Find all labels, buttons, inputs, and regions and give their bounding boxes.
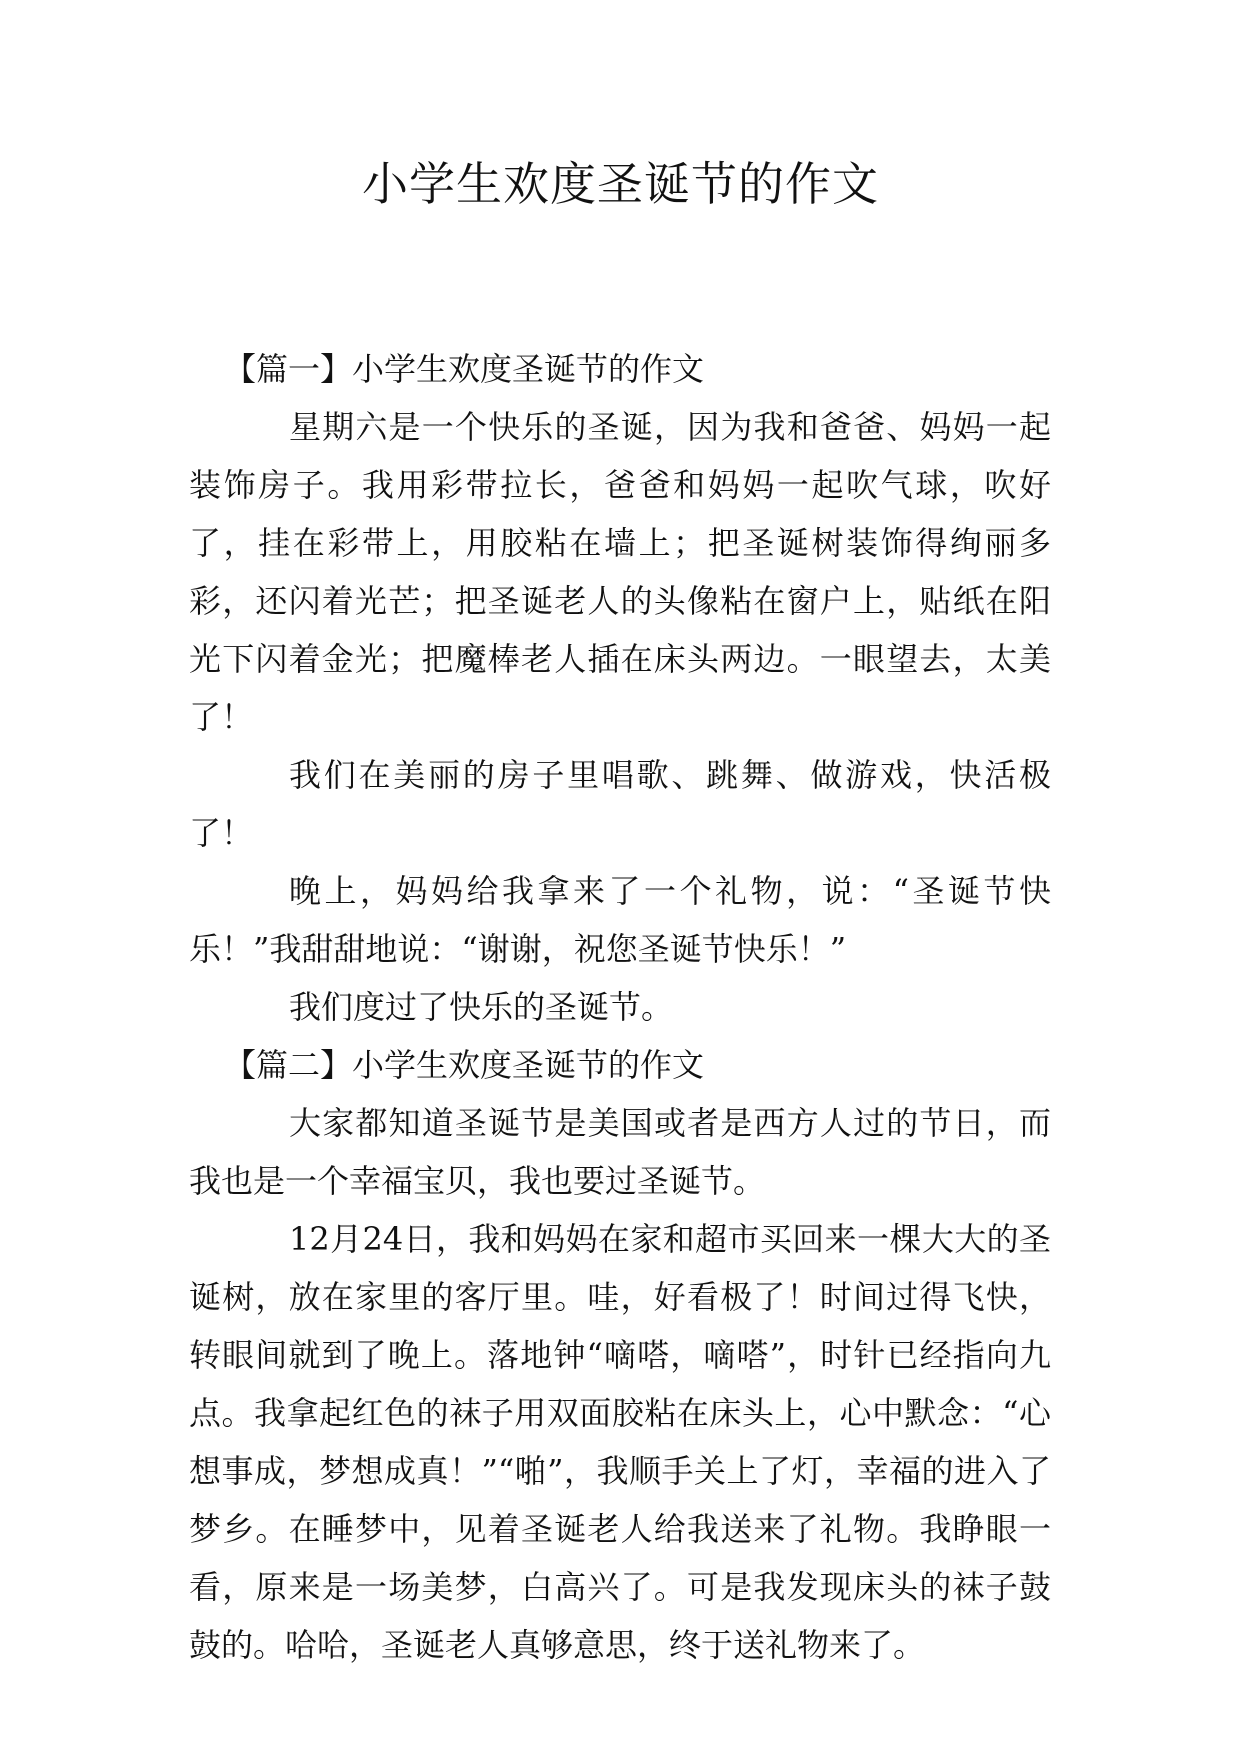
document-body (189, 340, 1051, 1674)
section-heading-1: 【篇一】小学生欢度圣诞节的作文 (224, 350, 705, 388)
paragraph: 大家都知道圣诞节是美国或者是西方人过的节日，而我也是一个幸福宝贝，我也要过圣诞节。 (189, 1104, 1051, 1200)
section-heading-2: 【篇二】小学生欢度圣诞节的作文 (224, 1046, 705, 1084)
paragraph: 我们度过了快乐的圣诞节。 (289, 988, 674, 1026)
document-title: 小学生欢度圣诞节的作文 (362, 157, 879, 211)
paragraph: 12月24日，我和妈妈在家和超市买回来一棵大大的圣诞树，放在家里的客厅里。哇，好看极了！时间过得飞快，转眼间就到了晚上。落地钟“嘀嗒，嘀嗒”，时针已经指向九点。我拿起红色的袜子用双面胶粘在床头上，心中默念：“心想事成，梦想成真！”“啪”，我顺手关上了灯，幸福的进入了梦乡。在睡梦中，见着圣诞老人给我送来了礼物。我睁眼一看，原来是一场美梦，白高兴了。可是我发现床头的袜子鼓鼓的。哈哈，圣诞老人真够意思，终于送礼物来了。 (189, 1220, 1051, 1664)
paragraph: 我们在美丽的房子里唱歌、跳舞、做游戏，快活极了！ (189, 756, 1051, 852)
paragraph: 星期六是一个快乐的圣诞，因为我和爸爸、妈妈一起装饰房子。我用彩带拉长，爸爸和妈妈一起吹气球，吹好了，挂在彩带上，用胶粘在墙上；把圣诞树装饰得绚丽多彩，还闪着光芒；把圣诞老人的头像粘在窗户上，贴纸在阳光下闪着金光；把魔棒老人插在床头两边。一眼望去，太美了！ (189, 408, 1051, 736)
paragraph: 晚上，妈妈给我拿来了一个礼物，说：“圣诞节快乐！”我甜甜地说：“谢谢，祝您圣诞节快乐！” (189, 872, 1051, 968)
